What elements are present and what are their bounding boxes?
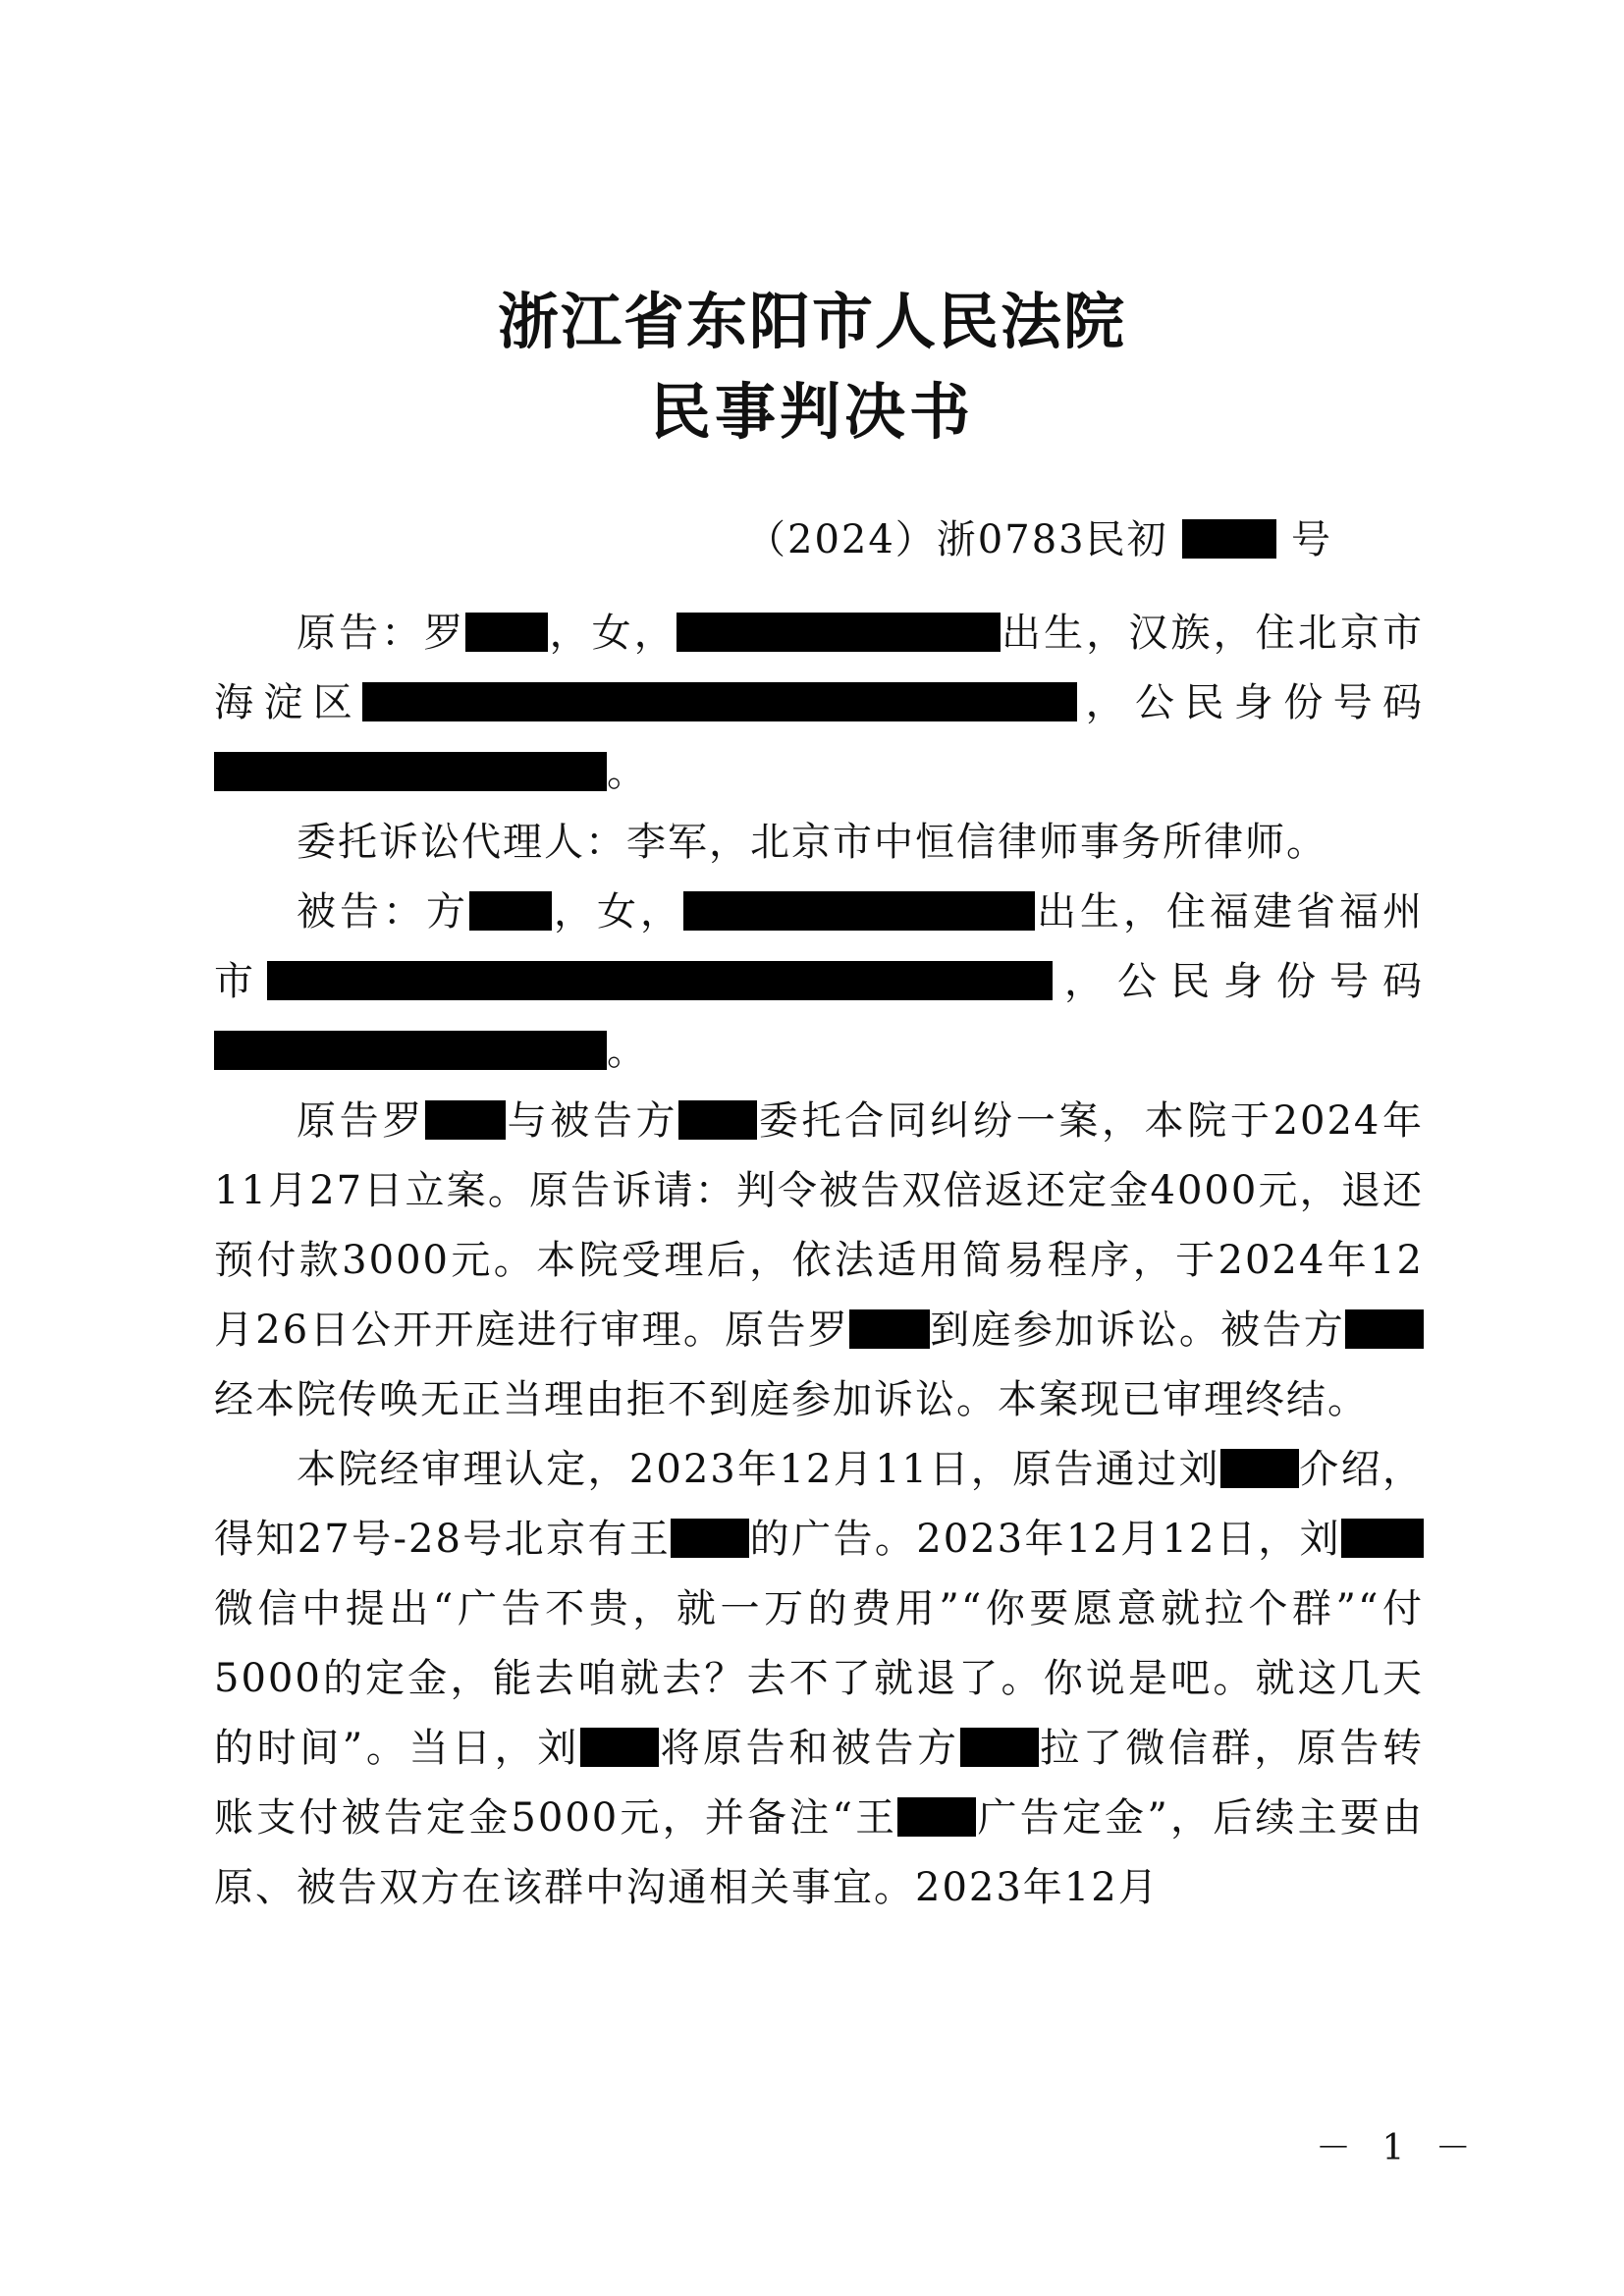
paragraph-text: 微信中提出“广告不贵，就一万的费用”“你要愿意就拉个群”“付5000的定金，能去咱就去？去不了就退了。你说是吧。就这几天的时间”。当日，刘 [214,1586,1424,1771]
paragraph-text: 被告：方 [297,889,469,934]
paragraph-text: 广告定金”，后续主要由原、被告双方在该群中沟通相关事宜。2023年12月 [214,1795,1425,1910]
page-number: － 1 － [1316,2128,1481,2168]
redaction-block [671,1519,749,1558]
redaction-block [214,1031,607,1070]
redaction-block [1345,1309,1424,1349]
redaction-block [849,1309,930,1349]
paragraph-text: ，公民身份号码 [1077,680,1425,725]
case-number-suffix: 号 [1291,517,1333,562]
paragraph-text: 经本院传唤无正当理由拒不到庭参加诉讼。本案现已审理终结。 [214,1377,1369,1422]
paragraph-text: ，公民身份号码 [1053,959,1424,1004]
redaction-block [267,961,1053,1000]
paragraph-text: 原告罗 [297,1098,425,1144]
redaction-block [362,682,1077,721]
paragraph-text: 出生，住福建省福州市 [214,889,1424,1004]
paragraph-text: 拉了微信群，原告转账支付被告定金5000元，并备注“王 [214,1726,1425,1841]
redaction-block [465,613,548,652]
paragraph-text: 原告：罗 [297,611,466,656]
paragraph [214,878,1424,1087]
redaction-block [425,1100,506,1140]
redaction-block [580,1728,659,1767]
case-number [746,510,1332,569]
paragraph-text: 出生，汉族，住北京市海淀区 [214,611,1425,725]
paragraph [214,1435,1424,1923]
judgment-body [214,599,1424,1923]
redaction-block [469,891,552,931]
paragraph [214,599,1424,808]
paragraph-text: 到庭参加诉讼。被告方 [930,1308,1346,1353]
paragraph-text: 本院经审理认定，2023年12月11日，原告通过刘 [297,1447,1220,1492]
redaction-block [683,891,1035,931]
paragraph-text: ，女， [552,889,683,934]
paragraph-text: 。 [607,1029,648,1074]
paragraph-text: 委托诉讼代理人：李军，北京市中恒信律师事务所律师。 [297,820,1327,865]
redaction-block [214,752,607,791]
redaction-block [960,1728,1039,1767]
redaction-block [897,1797,976,1837]
redaction-block [678,1100,757,1140]
redaction-block [677,613,1001,652]
case-number-prefix: （2024）浙0783民初 [746,517,1168,562]
paragraph-text: ，女， [548,611,677,656]
paragraph-text: 的广告。2023年12月12日，刘 [749,1517,1342,1562]
paragraph-text: 委托合同纠纷一案，本院于2024年11月27日立案。原告诉请：判令被告双倍返还定金4000元，退还预付款3000元。本院受理后，依法适用简易程序，于2024年12月26日公开开庭进行审理。原告罗 [214,1098,1425,1353]
paragraph-text: 将原告和被告方 [658,1726,960,1771]
redaction-block [1182,519,1276,559]
court-name: 浙江省东阳市人民法院 [497,286,1126,357]
document-type-title: 民事判决书 [649,376,974,448]
paragraph-text: 介绍，得知27号-28号北京有王 [214,1447,1425,1562]
paragraph [214,808,1424,878]
redaction-block [1341,1519,1424,1558]
paragraph-text: 。 [607,750,648,795]
paragraph [214,1087,1424,1435]
paragraph-text: 与被告方 [505,1098,679,1144]
redaction-block [1220,1449,1299,1488]
